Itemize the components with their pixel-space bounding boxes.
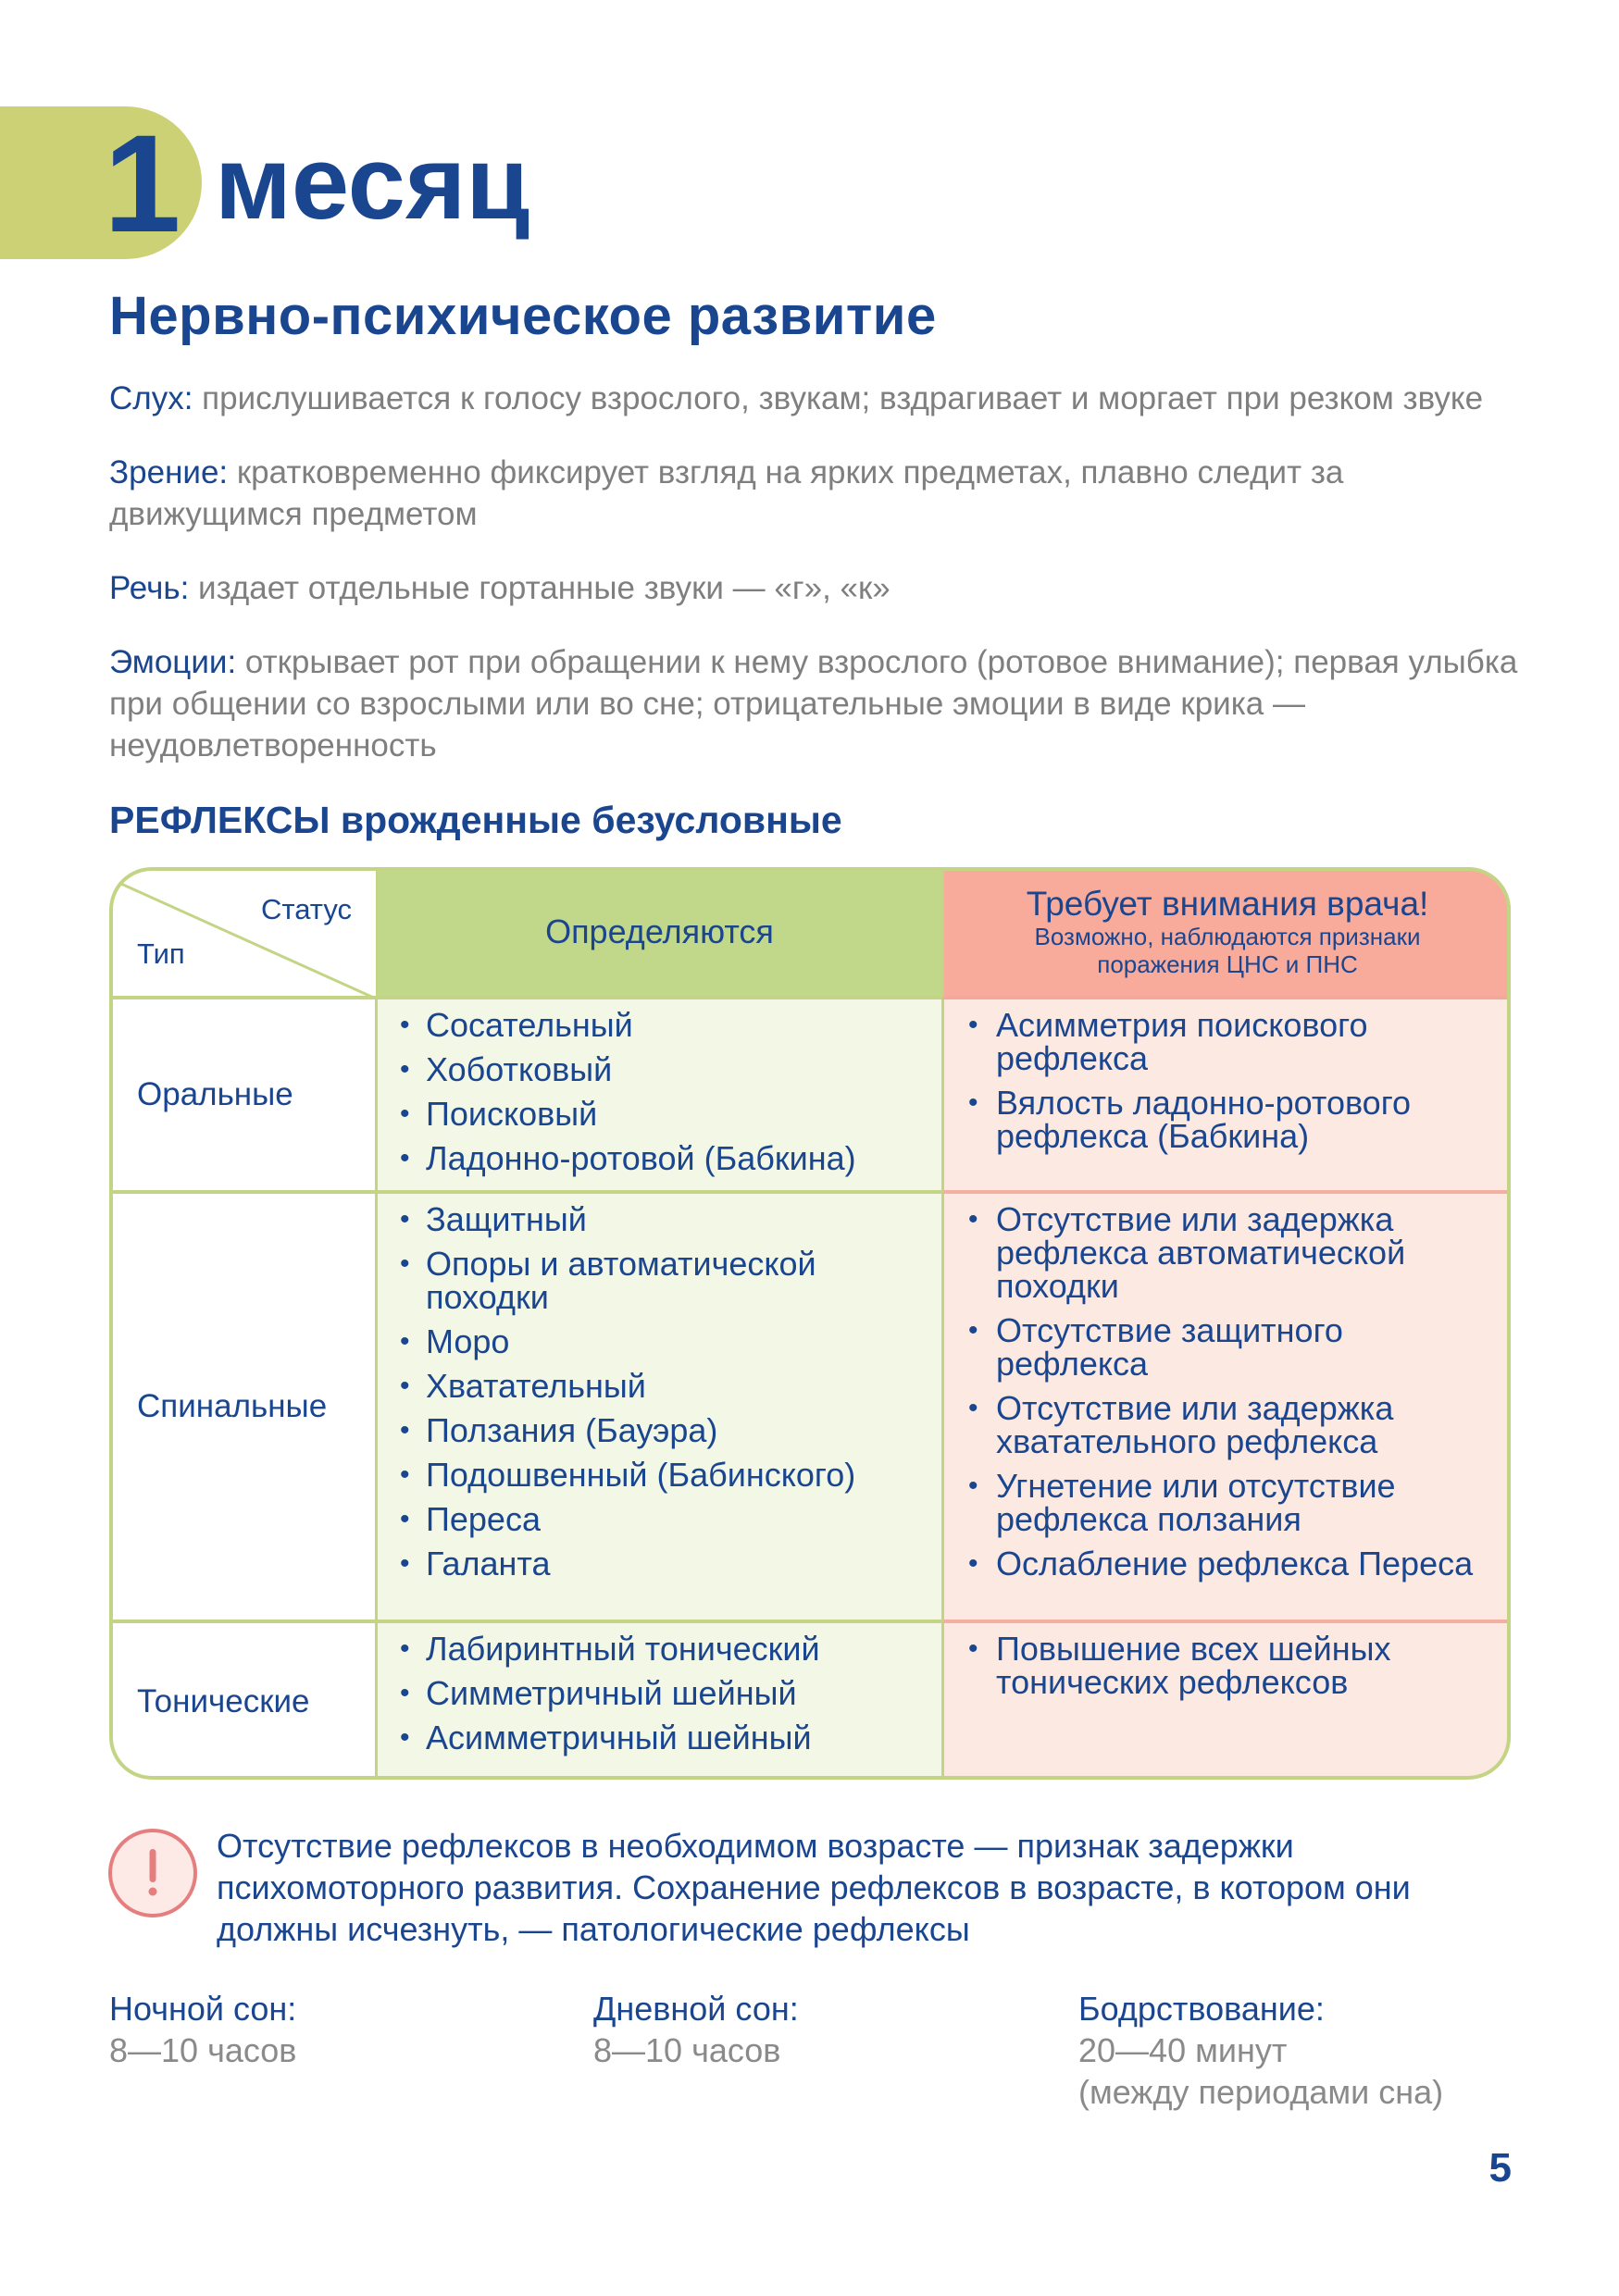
warning-text: Отсутствие рефлексов в необходимом возрасте — признак задержки психомоторного развития. Сохранение рефлексов в возрасте, в котором они должны исчезнуть, — патологические рефлексы [217,1827,1411,1948]
development-item-hearing [109,378,1535,419]
attention-list [965,1006,1492,1155]
sleep-value: 20—40 минут [1078,2031,1288,2069]
sleep-day [593,1988,1056,2071]
sleep-label: Ночной сон: [109,1990,297,2028]
reflex-item: • Ладонно-ротовой (Бабкина) [396,1142,932,1175]
sleep-value: 8—10 часов [593,2031,781,2069]
reflex-item: • Моро [396,1325,932,1359]
section-title: Нервно-психическое развитие [109,286,937,346]
development-label: Слух: [109,380,193,416]
development-item-speech [109,567,1535,609]
sleep-night [109,1988,572,2071]
wakefulness [1078,1988,1541,2113]
reflex-item: • Асимметрия поискового рефлекса [965,1009,1492,1075]
exclamation-circle-icon [108,1829,197,1917]
present-list [396,1200,932,1582]
row-type-oral: Оральные [109,999,378,1194]
sleep-note: (между периодами сна) [1078,2073,1444,2111]
reflex-item: • Защитный [396,1203,932,1236]
diagonal-divider [109,867,378,999]
attention-subtitle: Возможно, наблюдаются признаки поражения ЦНС и ПНС [1034,923,1421,978]
row-present-spinal [378,1194,941,1623]
row-attention-oral [941,999,1511,1194]
reflexes-title: РЕФЛЕКСЫ врожденные безусловные [109,799,842,841]
reflex-item: • Подошвенный (Бабинского) [396,1458,932,1492]
row-type-spinal: Спинальные [109,1194,378,1623]
present-list [396,1632,932,1755]
attention-list [965,1632,1492,1699]
reflex-item: • Угнетение или отсутствие рефлекса ползания [965,1470,1492,1536]
row-present-oral [378,999,941,1194]
development-item-vision [109,452,1535,535]
reflex-item: • Отсутствие защитного рефлекса [965,1314,1492,1381]
reflex-item: • Хоботковый [396,1053,932,1086]
reflex-item: • Ослабление рефлекса Переса [965,1547,1492,1581]
development-text: издает отдельные гортанные звуки — «г», «к» [189,570,890,606]
age-number: 1 [104,105,178,261]
sleep-value: 8—10 часов [109,2031,297,2069]
development-text: открывает рот при обращении к нему взрослого (ротовое внимание); первая улыбка при общении со взрослыми или во сне; отрицательные эмоции в виде крика — неудовлетворенность [109,644,1518,763]
row-type-tonic: Тонические [109,1623,378,1780]
reflex-item: • Асимметричный шейный [396,1721,932,1755]
reflex-item: • Вялость ладонно-ротового рефлекса (Бабкина) [965,1086,1492,1153]
reflex-item: • Переса [396,1503,932,1536]
reflex-item: • Галанта [396,1547,932,1581]
column-header-attention [941,867,1511,999]
reflex-item: • Повышение всех шейных тонических рефлексов [965,1632,1492,1699]
reflex-item: • Поисковый [396,1098,932,1131]
page-number: 5 [1488,2145,1512,2191]
reflex-item: • Отсутствие или задержка хватательного рефлекса [965,1392,1492,1458]
row-attention-spinal [941,1194,1511,1623]
row-attention-tonic [941,1623,1511,1780]
reflexes-table [109,867,1511,1780]
table-corner-cell [109,867,378,999]
development-label: Эмоции: [109,644,237,680]
present-list [396,1006,932,1177]
row-present-tonic [378,1623,941,1780]
development-item-emotions [109,641,1535,766]
age-unit-title: месяц [215,125,530,241]
attention-list [965,1200,1492,1582]
reflex-item: • Опоры и автоматической походки [396,1247,932,1314]
reflex-item: • Отсутствие или задержка рефлекса автоматической походки [965,1203,1492,1303]
reflex-item: • Симметричный шейный [396,1677,932,1710]
development-text: прислушивается к голосу взрослого, звукам; вздрагивает и моргает при резком звуке [193,380,1484,416]
corner-type-label: Тип [137,937,185,970]
development-text: кратковременно фиксирует взгляд на ярких предметах, плавно следит за движущимся предметом [109,454,1344,532]
reflex-item: • Лабиринтный тонический [396,1632,932,1666]
reflex-item: • Сосательный [396,1009,932,1042]
reflex-item: • Ползания (Бауэра) [396,1414,932,1447]
development-label: Зрение: [109,454,229,490]
attention-title: Требует внимания врача! [1026,885,1429,923]
sleep-label: Бодрствование: [1078,1990,1325,2028]
development-list [109,378,1535,782]
sleep-label: Дневной сон: [593,1990,799,2028]
column-header-present: Определяются [378,867,941,999]
corner-status-label: Статус [261,893,352,925]
reflex-item: • Хватательный [396,1370,932,1403]
development-label: Речь: [109,570,190,606]
